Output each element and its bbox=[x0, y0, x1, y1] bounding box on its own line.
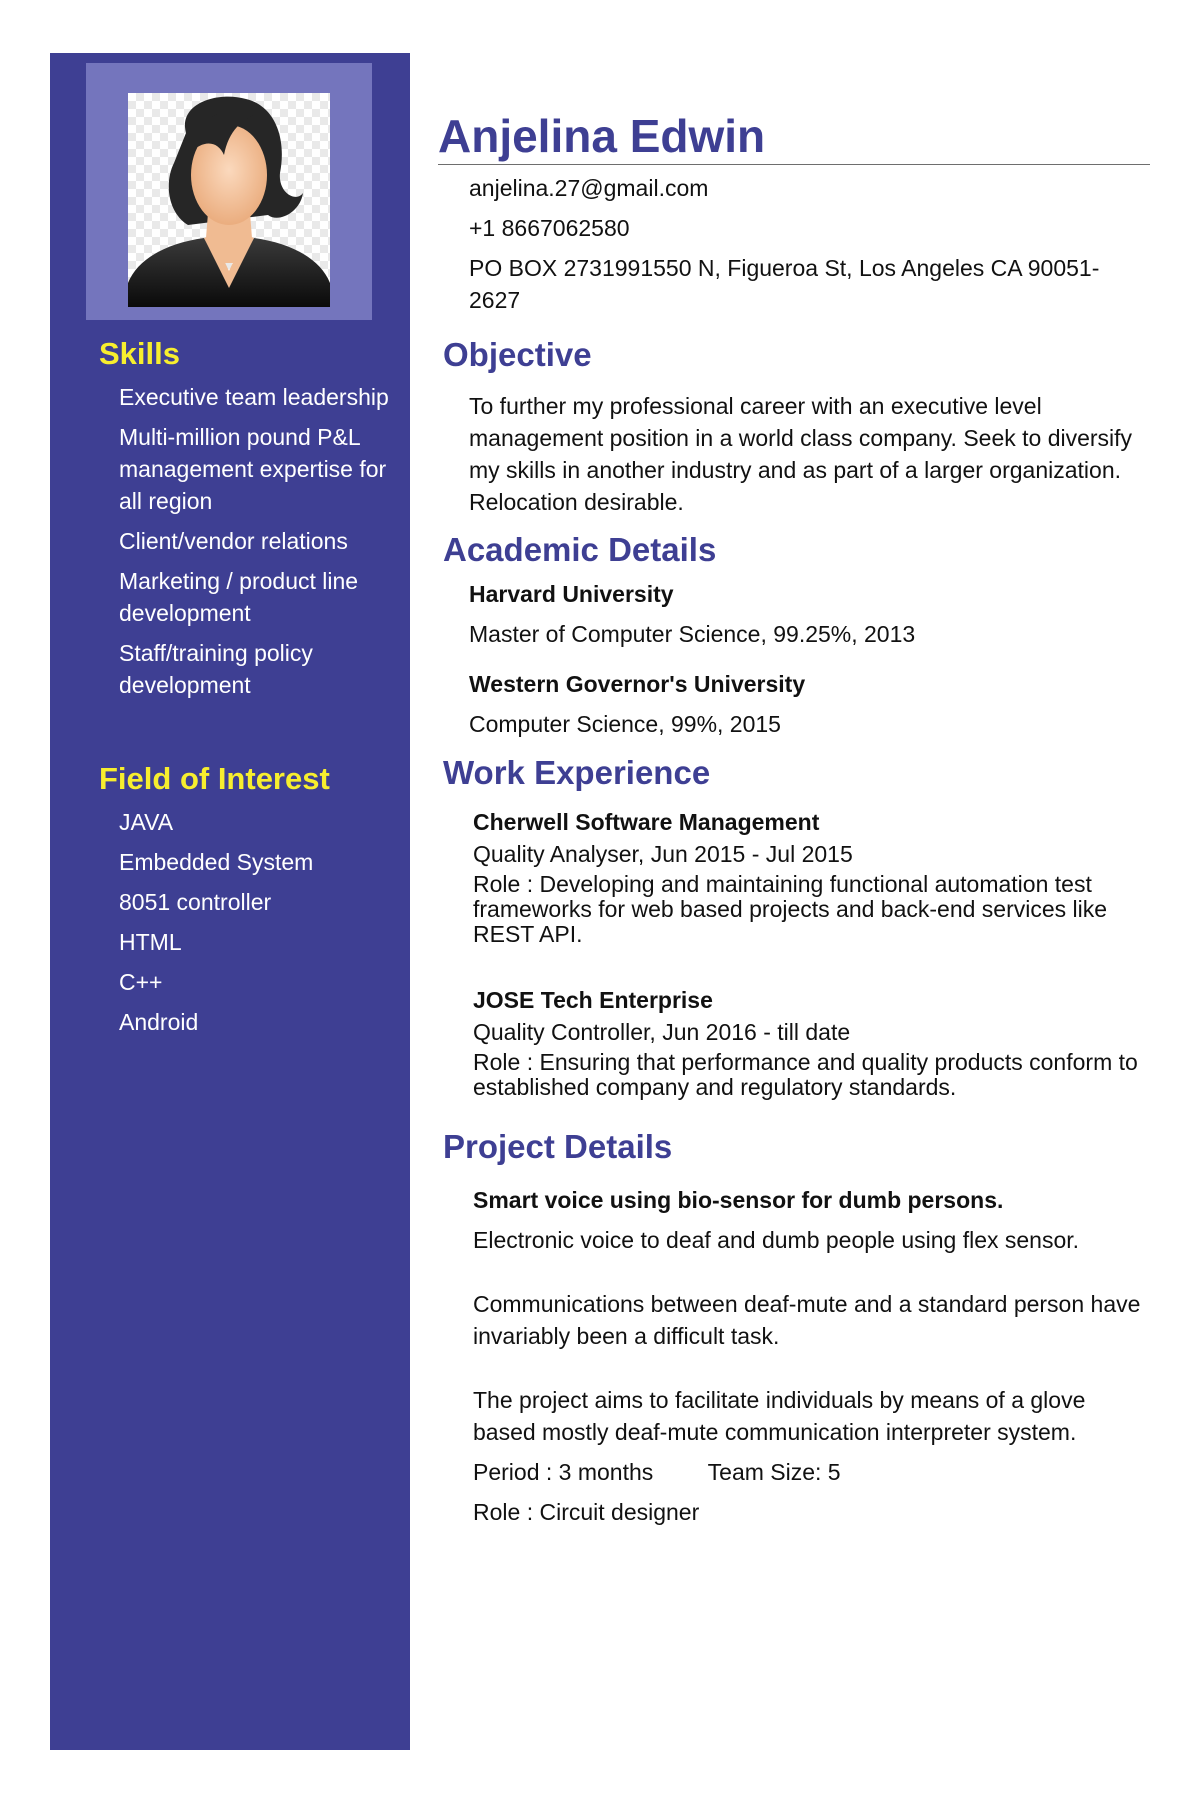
sidebar bbox=[50, 53, 410, 1750]
work-heading: Work Experience bbox=[443, 754, 711, 791]
project-paragraph: Electronic voice to deaf and dumb people using flex sensor. bbox=[473, 1227, 1080, 1253]
avatar bbox=[128, 93, 330, 307]
academic-heading: Academic Details bbox=[443, 531, 717, 568]
interest-item: Embedded System bbox=[119, 849, 314, 875]
candidate-name: Anjelina Edwin bbox=[438, 110, 1150, 165]
skills-list bbox=[119, 381, 389, 709]
skill-item: Multi-million pound P&L management expertise for all region bbox=[119, 424, 387, 514]
interest-heading: Field of Interest bbox=[99, 761, 330, 796]
address-text: PO BOX 2731991550 N, Figueroa St, Los Angeles CA 90051-2627 bbox=[469, 255, 1100, 313]
interest-item: JAVA bbox=[119, 809, 174, 835]
position-text: Quality Analyser, Jun 2015 - Jul 2015 bbox=[473, 841, 853, 867]
interest-item: C++ bbox=[119, 969, 163, 995]
contact-block bbox=[469, 172, 1139, 324]
project-heading: Project Details bbox=[443, 1128, 673, 1165]
objective-text: To further my professional career with an executive level management position in a world class company. Seek to diversify my skills in another industry and as part of a larger organization. Relocation desirable. bbox=[469, 393, 1133, 515]
role-text: Role : Ensuring that performance and quality products conform to established company and regulatory standards. bbox=[473, 1049, 1138, 1100]
skill-item: Marketing / product line development bbox=[119, 568, 359, 626]
project-paragraph: The project aims to facilitate individuals by means of a glove based mostly deaf-mute communication interpreter system. bbox=[473, 1387, 1086, 1445]
project-team-size: Team Size: 5 bbox=[707, 1459, 841, 1485]
skills-heading: Skills bbox=[99, 336, 180, 371]
position-text: Quality Controller, Jun 2016 - till date bbox=[473, 1019, 851, 1045]
phone-text: +1 8667062580 bbox=[469, 215, 630, 241]
school-name: Western Governor's University bbox=[469, 671, 806, 697]
skill-item: Executive team leadership bbox=[119, 384, 389, 410]
avatar-icon bbox=[128, 93, 330, 307]
project-name: Smart voice using bio-sensor for dumb persons. bbox=[473, 1187, 1004, 1213]
interest-list bbox=[119, 806, 389, 1046]
project-role: Role : Circuit designer bbox=[473, 1499, 700, 1525]
degree-detail: Master of Computer Science, 99.25%, 2013 bbox=[469, 621, 916, 647]
interest-item: HTML bbox=[119, 929, 182, 955]
role-text: Role : Developing and maintaining functional automation test frameworks for web based projects and back-end services like REST API. bbox=[473, 871, 1108, 947]
work-entry bbox=[473, 984, 1143, 1100]
school-name: Harvard University bbox=[469, 581, 674, 607]
objective-heading: Objective bbox=[443, 336, 592, 373]
academic-entry bbox=[469, 578, 1139, 650]
email-text: anjelina.27@gmail.com bbox=[469, 175, 709, 201]
skill-item: Staff/training policy development bbox=[119, 640, 313, 698]
project-block bbox=[473, 1184, 1143, 1528]
project-meta bbox=[473, 1456, 1143, 1488]
interest-item: 8051 controller bbox=[119, 889, 272, 915]
photo-frame bbox=[86, 63, 372, 320]
skill-item: Client/vendor relations bbox=[119, 528, 348, 554]
work-entry bbox=[473, 806, 1143, 947]
project-period: Period : 3 months bbox=[473, 1459, 654, 1485]
degree-detail: Computer Science, 99%, 2015 bbox=[469, 711, 781, 737]
project-paragraph: Communications between deaf-mute and a standard person have invariably been a difficult task. bbox=[473, 1291, 1141, 1349]
interest-item: Android bbox=[119, 1009, 199, 1035]
company-name: Cherwell Software Management bbox=[473, 809, 820, 835]
company-name: JOSE Tech Enterprise bbox=[473, 987, 713, 1013]
academic-entry bbox=[469, 668, 1139, 740]
